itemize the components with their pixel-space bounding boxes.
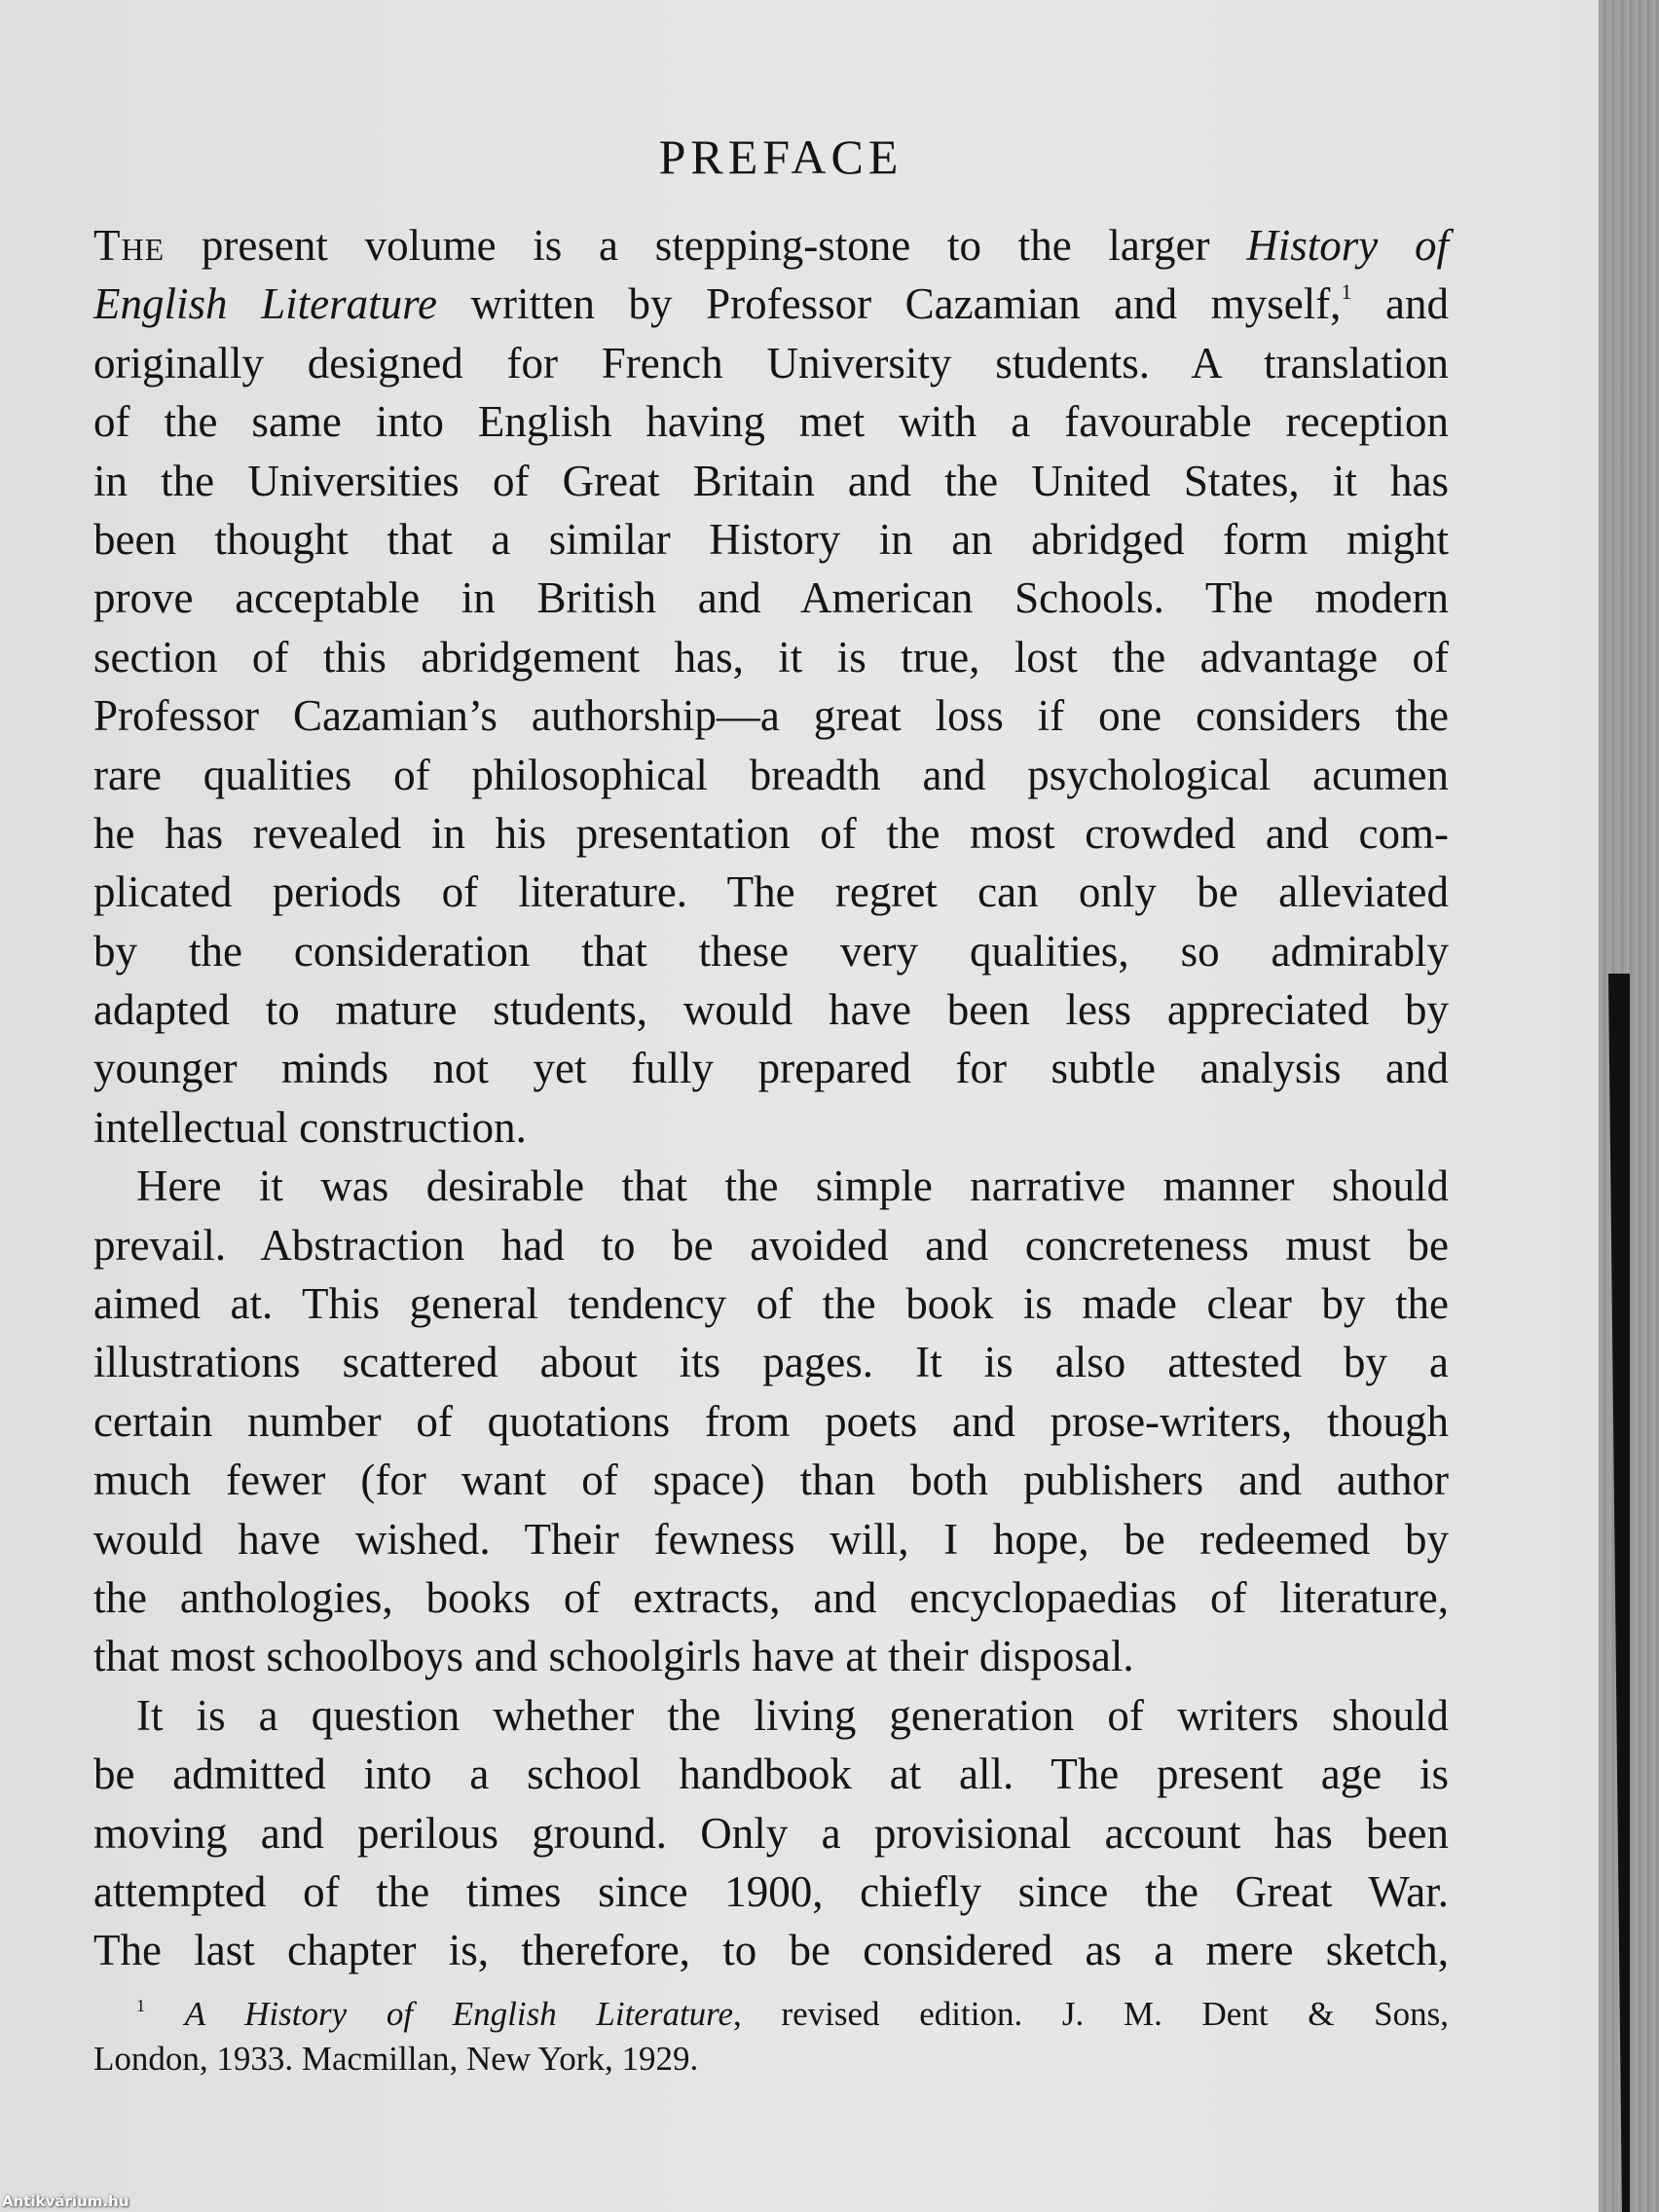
footnote-reference[interactable]: 1: [1341, 279, 1352, 305]
footnote: [93, 1992, 1449, 2082]
book-title-italic: English Literature: [93, 279, 437, 329]
watermark: Antikvárium.hu: [2, 2193, 129, 2210]
text-line: [93, 275, 1449, 333]
text-line: illustrations scattered about its pages. It is also attested by a: [93, 1338, 1449, 1387]
text-line: adapted to mature students, would have been less appreciated by: [93, 985, 1449, 1035]
text-line: The last chapter is, therefore, to be considered as a mere sketch,: [93, 1926, 1449, 1975]
book-title-italic: History of: [1246, 221, 1449, 270]
text-line: Professor Cazamian’s authorship—a great loss if one considers the: [93, 691, 1449, 741]
text-line: younger minds not yet fully prepared for subtle analysis and: [93, 1044, 1449, 1093]
text-line: aimed at. This general tendency of the book is made clear by the: [93, 1279, 1449, 1329]
text-segment: present volume is a stepping-stone to the larger: [165, 221, 1247, 270]
text-line: section of this abridgement has, it is true, lost the advantage of: [93, 632, 1449, 682]
text-line: prove acceptable in British and American Schools. The modern: [93, 573, 1449, 623]
text-line: rare qualities of philosophical breadth and psychological acumen: [93, 750, 1449, 799]
text-line: Here it was desirable that the simple narrative manner should: [136, 1161, 1449, 1211]
text-line: that most schoolboys and schoolgirls have at their disposal.: [93, 1632, 1134, 1681]
small-caps-opening: The: [93, 221, 166, 270]
text-line: attempted of the times since 1900, chiefly since the Great War.: [93, 1866, 1449, 1916]
text-line: be admitted into a school handbook at all. The present age is: [93, 1750, 1449, 1799]
text-line: of the same into English having met with a favourable reception: [93, 397, 1449, 447]
text-line: would have wished. Their fewness will, I hope, be redeemed by: [93, 1514, 1449, 1564]
binding-shadow: [1608, 974, 1630, 2212]
paragraph-3: [93, 1686, 1449, 1980]
text-segment: and: [1351, 279, 1449, 329]
text-line: he has revealed in his presentation of the most crowded and com-: [93, 808, 1449, 858]
text-line: [93, 216, 1449, 275]
paragraph-2: [93, 1157, 1449, 1686]
footnote-line: London, 1933. Macmillan, New York, 1929.: [93, 2040, 699, 2078]
text-line: the anthologies, books of extracts, and encyclopaedias of literature,: [93, 1572, 1449, 1622]
text-line: moving and perilous ground. Only a provisional account has been: [93, 1808, 1449, 1858]
text-line: intellectual construction.: [93, 1102, 527, 1152]
text-line: certain number of quotations from poets and prose-writers, though: [93, 1396, 1449, 1446]
footnote-book-title: A History of English Literature: [184, 1995, 734, 2033]
footnote-publication: , revised edition. J. M. Dent & Sons,: [733, 1995, 1449, 2033]
text-line: been thought that a similar History in an abridged form might: [93, 514, 1449, 564]
footnote-marker: 1: [136, 1996, 145, 2015]
footnote-line: [93, 1992, 1449, 2037]
text-line: prevail. Abstraction had to be avoided and concreteness must be: [93, 1220, 1449, 1270]
text-line: much fewer (for want of space) than both publishers and author: [93, 1456, 1449, 1505]
text-line: in the Universities of Great Britain and the United States, it has: [93, 456, 1449, 505]
text-line: plicated periods of literature. The regret can only be alleviated: [93, 867, 1449, 917]
paragraph-1: [93, 216, 1449, 1157]
text-line: originally designed for French University students. A translation: [93, 338, 1449, 387]
text-segment: written by Professor Cazamian and myself,: [436, 279, 1342, 329]
page-heading: PREFACE: [658, 129, 903, 184]
preface-body: [93, 216, 1449, 1980]
text-line: It is a question whether the living generation of writers should: [136, 1690, 1449, 1740]
text-line: by the consideration that these very qualities, so admirably: [93, 926, 1449, 976]
